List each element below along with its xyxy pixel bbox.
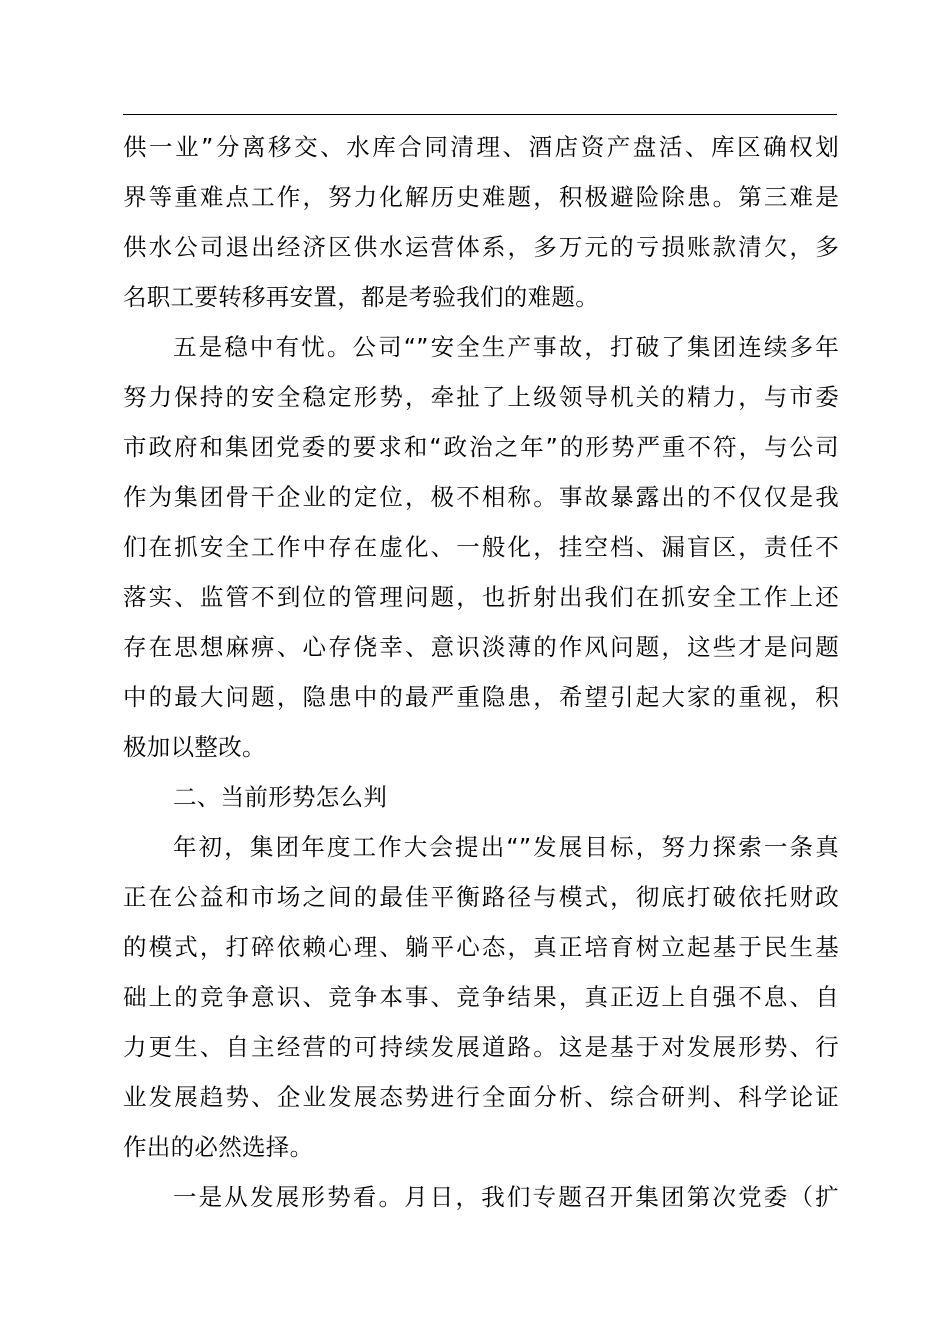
text-line: 二、当前形势怎么判 bbox=[173, 783, 388, 811]
text-line: 供一业”分离移交、水库合同清理、酒店资产盘活、库区确权划 bbox=[123, 133, 839, 161]
text-line: 名职工要转移再安置，都是考验我们的难题。 bbox=[123, 283, 599, 311]
text-line: 力更生、自主经营的可持续发展道路。这是基于对发展形势、行 bbox=[123, 1033, 839, 1061]
text-line: 界等重难点工作，努力化解历史难题，积极避险除患。第三难是 bbox=[123, 183, 839, 211]
text-line: 年初，集团年度工作大会提出“”发展目标，努力探索一条真 bbox=[173, 833, 839, 861]
text-line: 的模式，打碎依赖心理、躺平心态，真正培育树立起基于民生基 bbox=[123, 933, 839, 961]
text-line: 供水公司退出经济区供水运营体系，多万元的亏损账款清欠，多 bbox=[123, 233, 839, 261]
text-line: 业发展趋势、企业发展态势进行全面分析、综合研判、科学论证 bbox=[123, 1083, 839, 1111]
text-line: 们在抓安全工作中存在虚化、一般化，挂空档、漏盲区，责任不 bbox=[123, 533, 839, 561]
text-line: 努力保持的安全稳定形势，牵扯了上级领导机关的精力，与市委 bbox=[123, 383, 839, 411]
text-line: 五是稳中有忧。公司“”安全生产事故，打破了集团连续多年 bbox=[173, 333, 839, 361]
text-line: 一是从发展形势看。月日，我们专题召开集团第次党委（扩 bbox=[173, 1183, 839, 1211]
header-rule bbox=[123, 114, 837, 115]
text-line: 极加以整改。 bbox=[123, 733, 266, 761]
text-line: 落实、监管不到位的管理问题，也折射出我们在抓安全工作上还 bbox=[123, 583, 839, 611]
text-line: 作出的必然选择。 bbox=[123, 1133, 314, 1161]
text-line: 正在公益和市场之间的最佳平衡路径与模式，彻底打破依托财政 bbox=[123, 883, 839, 911]
text-line: 础上的竞争意识、竞争本事、竞争结果，真正迈上自强不息、自 bbox=[123, 983, 839, 1011]
text-line: 存在思想麻痹、心存侥幸、意识淡薄的作风问题，这些才是问题 bbox=[123, 633, 839, 661]
document-body bbox=[123, 122, 839, 1222]
text-line: 作为集团骨干企业的定位，极不相称。事故暴露出的不仅仅是我 bbox=[123, 483, 839, 511]
text-line: 市政府和集团党委的要求和“政治之年”的形势严重不符，与公司 bbox=[123, 433, 839, 461]
text-line: 中的最大问题，隐患中的最严重隐患，希望引起大家的重视，积 bbox=[123, 683, 839, 711]
